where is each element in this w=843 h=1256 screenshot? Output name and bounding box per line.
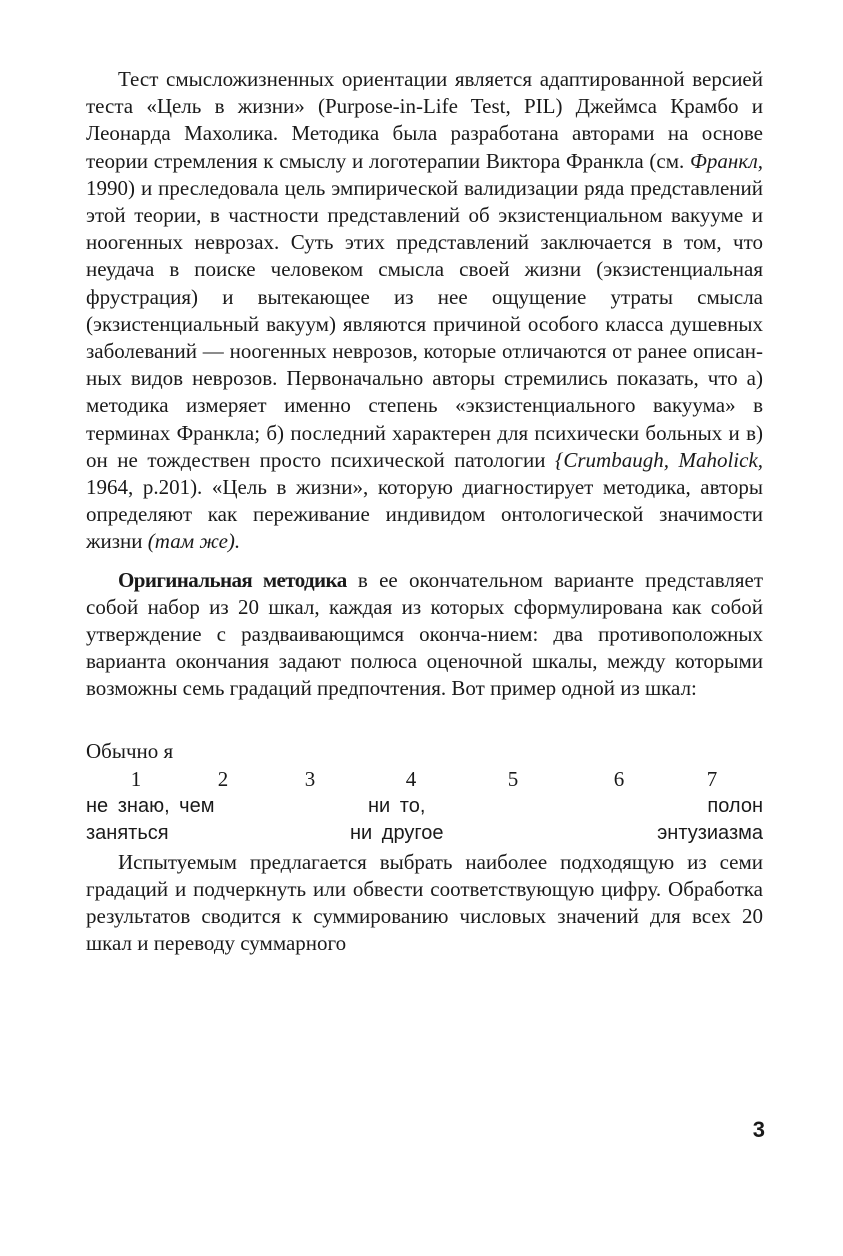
scale-number-5: 5 [507, 766, 519, 791]
intro-text-a: Тест смысложизненных ориентации является адаптированной версией теста «Цель в жизни» (Purpose-in-Life Test, PIL) Джеймса Крамбо и Леонарда Махолика. Методика была разработана авторами на основе теории стремления к смыслу и логотерапии Виктора Франкла (см. [86, 67, 763, 173]
scale-example [86, 739, 763, 849]
scale-number-2: 2 [217, 766, 229, 791]
scale-number-6: 6 [613, 766, 625, 791]
paragraph-original-method [86, 567, 763, 703]
scale-number-3: 3 [304, 766, 316, 791]
scale-number-1: 1 [130, 766, 142, 791]
scale-stem: Обычно я [86, 738, 174, 763]
scale-right-pole-1: полон [707, 794, 763, 817]
scale-left-pole-1: не знаю, чем [86, 794, 215, 817]
scale-middle-2: ни другое [350, 821, 444, 844]
scale-right-pole-2: энтузиазма [657, 821, 763, 844]
citation-ibid: (там же). [147, 529, 241, 554]
page-content [86, 66, 763, 957]
page-number: 3 [752, 1117, 765, 1142]
scoring-text: Испытуемым предлагается выбрать наиболее подходящую из семи градаций и подчеркнуть или обвести соответствующую цифру. Обработка результатов сводится к суммированию числовых значений для всех 20 шкал и переводу суммарного [86, 849, 763, 956]
scale-left-pole-2: заняться [86, 821, 169, 844]
scale-middle-1: ни то, [368, 794, 426, 817]
citation-frankl: Франкл, [690, 148, 763, 173]
method-text: в ее окончательном варианте представляет собой набор из 20 шкал, каждая из которых сформулирована как собой утверждение с раздваивающимся оконча-нием: два противоположных варианта окончания задают полюса оценочной шкалы, между которыми возможны семь градаций предпочтения. Вот пример одной из шкал: [86, 567, 763, 701]
citation-crumbaugh: {Crumbaugh, Maholick, [554, 447, 764, 472]
intro-text-c: 1964, p.201). «Цель в жизни», которую диагностирует методика, авторы определяют как переживание индивидом онтологической значимости жизни [86, 475, 763, 554]
lead-term: Оригинальная методика [118, 567, 347, 592]
scale-number-7: 7 [706, 766, 718, 791]
scale-number-4: 4 [405, 766, 417, 791]
paragraph-scoring [86, 849, 763, 958]
paragraph-intro [86, 66, 763, 556]
intro-text-b: 1990) и преследовала цель эмпирической валидизации ряда представлений этой теории, в частности представлений об экзистенциальном вакууме и ноогенных неврозах. Суть этих представлений заключается в том, что неудача в поиске человеком смысла своей жизни (экзистенциальная фрустрация) и вытекающее из нее ощущение утраты смысла (экзистенциальный вакуум) являются причиной особого класса душевных заболеваний — ноогенных неврозов, которые отличаются от ранее описанных видов неврозов. Первоначально авторы стремились показать, что а) методика измеряет именно степень «экзистенциального вакуума» в терминах Франкла; б) последний характерен для психически больных и в) он не тождествен просто психической патологии [86, 175, 763, 472]
